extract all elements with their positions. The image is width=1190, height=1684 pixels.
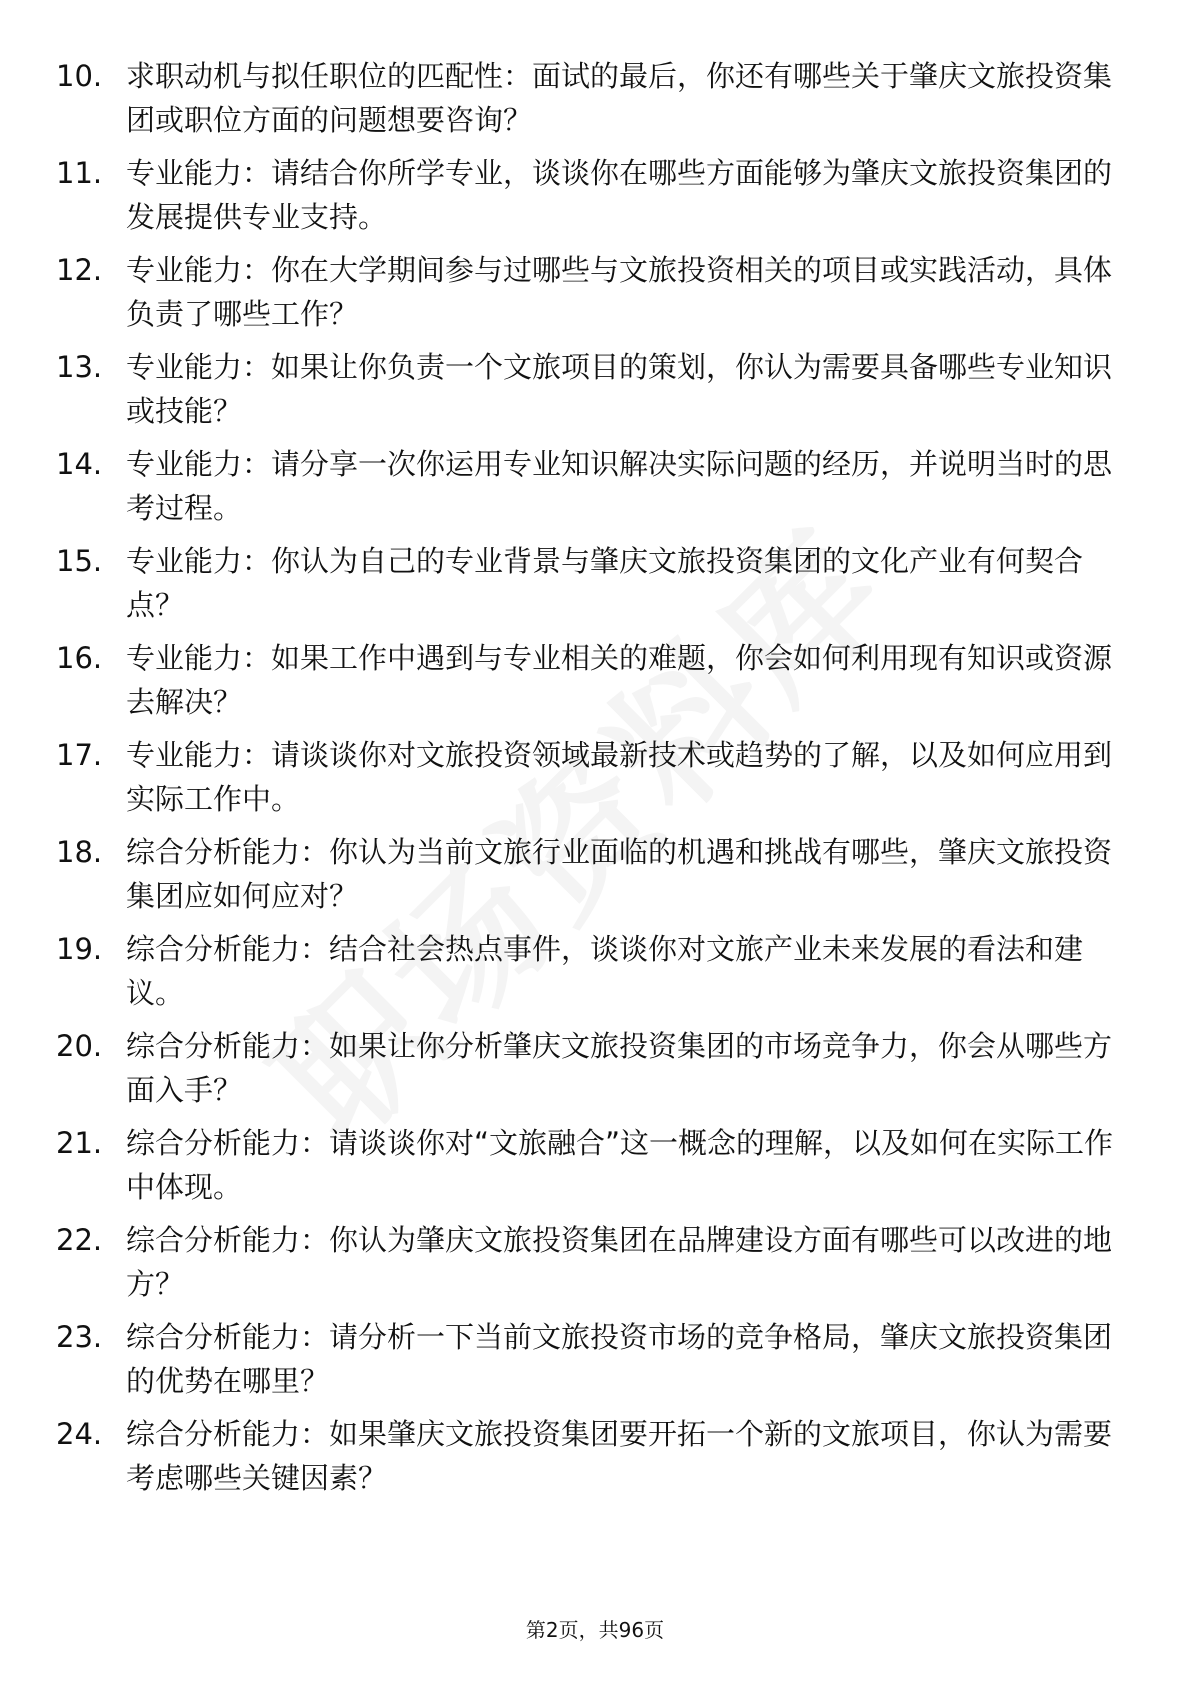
question-text: 专业能力：如果让你负责一个文旅项目的策划，你认为需要具备哪些专业知识或技能？ [126, 350, 1113, 428]
question-text: 综合分析能力：如果肇庆文旅投资集团要开拓一个新的文旅项目，你认为需要考虑哪些关键因素？ [126, 1417, 1113, 1495]
question-list [56, 54, 1116, 1509]
question-item [56, 1315, 1116, 1403]
question-text: 求职动机与拟任职位的匹配性：面试的最后，你还有哪些关于肇庆文旅投资集团或职位方面的问题想要咨询？ [126, 59, 1113, 137]
question-text: 综合分析能力：你认为肇庆文旅投资集团在品牌建设方面有哪些可以改进的地方？ [126, 1223, 1113, 1301]
question-text: 专业能力：请结合你所学专业，谈谈你在哪些方面能够为肇庆文旅投资集团的发展提供专业支持。 [126, 156, 1113, 234]
question-item [56, 1218, 1116, 1306]
question-number: 24. [56, 1417, 103, 1451]
question-item [56, 248, 1116, 336]
question-text: 专业能力：如果工作中遇到与专业相关的难题，你会如何利用现有知识或资源去解决？ [126, 641, 1113, 719]
question-item [56, 927, 1116, 1015]
question-text: 专业能力：你在大学期间参与过哪些与文旅投资相关的项目或实践活动，具体负责了哪些工作？ [126, 253, 1113, 331]
question-text: 专业能力：请谈谈你对文旅投资领域最新技术或趋势的了解，以及如何应用到实际工作中。 [126, 738, 1113, 816]
question-number: 22. [56, 1223, 103, 1257]
question-number: 20. [56, 1029, 103, 1063]
page-footer [0, 1614, 1190, 1643]
question-number: 18. [56, 835, 103, 869]
question-number: 21. [56, 1126, 103, 1160]
question-number: 11. [56, 156, 103, 190]
question-text: 综合分析能力：你认为当前文旅行业面临的机遇和挑战有哪些，肇庆文旅投资集团应如何应对？ [126, 835, 1113, 913]
question-item [56, 636, 1116, 724]
question-number: 13. [56, 350, 103, 384]
question-item [56, 1412, 1116, 1500]
question-item [56, 151, 1116, 239]
question-text: 专业能力：你认为自己的专业背景与肇庆文旅投资集团的文化产业有何契合点？ [126, 544, 1084, 622]
question-item [56, 830, 1116, 918]
question-item [56, 733, 1116, 821]
question-number: 12. [56, 253, 103, 287]
question-number: 19. [56, 932, 103, 966]
question-number: 10. [56, 59, 103, 93]
question-number: 16. [56, 641, 103, 675]
question-text: 综合分析能力：请分析一下当前文旅投资市场的竞争格局，肇庆文旅投资集团的优势在哪里？ [126, 1320, 1113, 1398]
question-text: 综合分析能力：请谈谈你对“文旅融合”这一概念的理解，以及如何在实际工作中体现。 [126, 1126, 1114, 1204]
question-number: 15. [56, 544, 103, 578]
page-number-label: 第2页，共96页 [525, 1618, 665, 1642]
question-number: 17. [56, 738, 103, 772]
question-number: 23. [56, 1320, 103, 1354]
question-number: 14. [56, 447, 103, 481]
question-text: 专业能力：请分享一次你运用专业知识解决实际问题的经历，并说明当时的思考过程。 [126, 447, 1113, 525]
question-text: 综合分析能力：结合社会热点事件，谈谈你对文旅产业未来发展的看法和建议。 [126, 932, 1084, 1010]
question-item [56, 539, 1116, 627]
question-text: 综合分析能力：如果让你分析肇庆文旅投资集团的市场竞争力，你会从哪些方面入手？ [126, 1029, 1113, 1107]
question-item [56, 345, 1116, 433]
question-item [56, 442, 1116, 530]
question-item [56, 1024, 1116, 1112]
question-item [56, 54, 1116, 142]
question-item [56, 1121, 1116, 1209]
